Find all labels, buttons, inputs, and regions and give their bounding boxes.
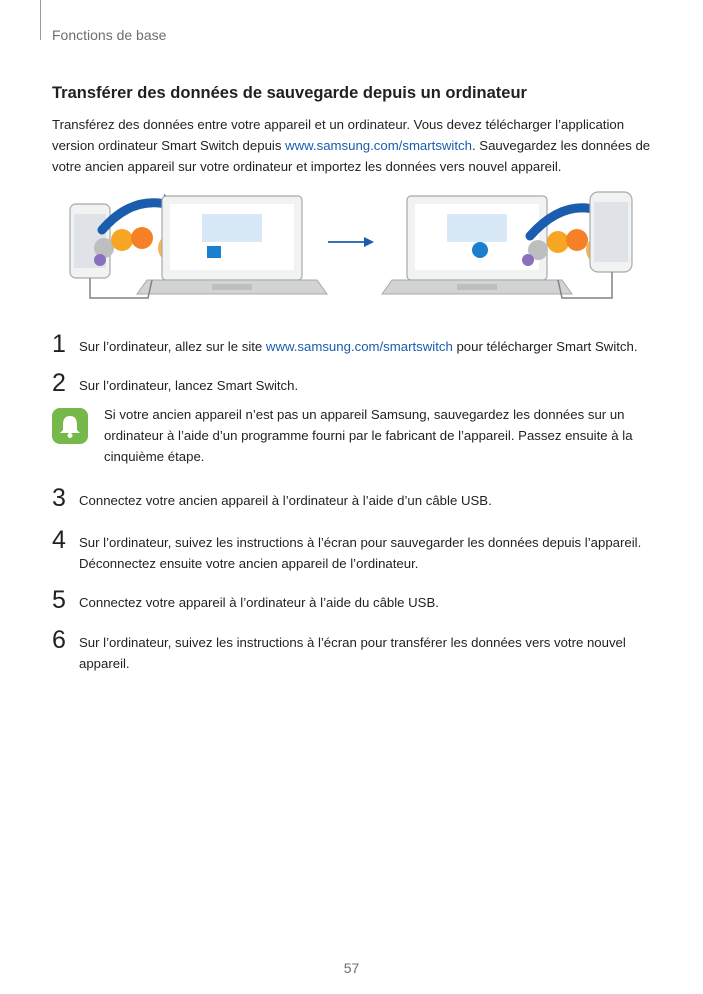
intro-text-1: Transférez des données entre votre appareil et un ordinateur. Vous devez télécharger l’application version ordinateur Smart Switch depuis — [52, 117, 625, 153]
step-number: 3 — [52, 484, 66, 512]
step-number: 1 — [52, 330, 66, 358]
step-text: Sur l’ordinateur, lancez Smart Switch. — [79, 378, 299, 393]
intro-text-2: . Sauvegardez les données de votre ancien appareil sur votre ordinateur et importez les données vers nouvel appareil. — [52, 138, 651, 174]
step-text: Connectez votre appareil à l’ordinateur à l’aide du câble USB. — [79, 595, 439, 610]
step-number: 5 — [52, 586, 66, 614]
smartswitch-link[interactable]: www.samsung.com/smartswitch — [265, 339, 453, 354]
transfer-illustration — [52, 190, 652, 310]
page-number: 57 — [343, 960, 360, 976]
step-text — [79, 336, 654, 357]
intro-paragraph — [52, 114, 652, 177]
step-text-after: pour télécharger Smart Switch. — [452, 339, 638, 354]
laptop-left — [137, 196, 327, 294]
new-phone-right — [590, 192, 632, 272]
bell-icon — [52, 408, 88, 444]
step-text: Sur l’ordinateur, suivez les instructions à l’écran pour sauvegarder les données depuis l’appareil. Déconnectez ensuite votre ancien appareil de l’ordinateur. — [79, 535, 642, 571]
step-number: 2 — [52, 369, 66, 397]
step-number: 6 — [52, 626, 66, 654]
step-text: Sur l’ordinateur, suivez les instructions à l’écran pour transférer les données vers votre nouvel appareil. — [79, 635, 626, 671]
step-text: Connectez votre ancien appareil à l’ordinateur à l’aide d’un câble USB. — [79, 493, 492, 508]
transfer-arrow-left — [102, 203, 170, 230]
header-rule — [40, 0, 41, 40]
note-text: Si votre ancien appareil n’est pas un appareil Samsung, sauvegardez les données sur un ordinateur à l’aide d’un programme fourni par le fabricant de l’appareil. Passez ensuite à la cinquième étape. — [104, 407, 633, 464]
page-title: Transférer des données de sauvegarde depuis un ordinateur — [52, 84, 527, 102]
section-header: Fonctions de base — [52, 27, 167, 43]
step-text-before: Sur l’ordinateur, allez sur le site — [79, 339, 266, 354]
smartswitch-link[interactable]: www.samsung.com/smartswitch — [285, 138, 472, 153]
step-number: 4 — [52, 526, 66, 554]
process-arrow — [328, 237, 374, 247]
